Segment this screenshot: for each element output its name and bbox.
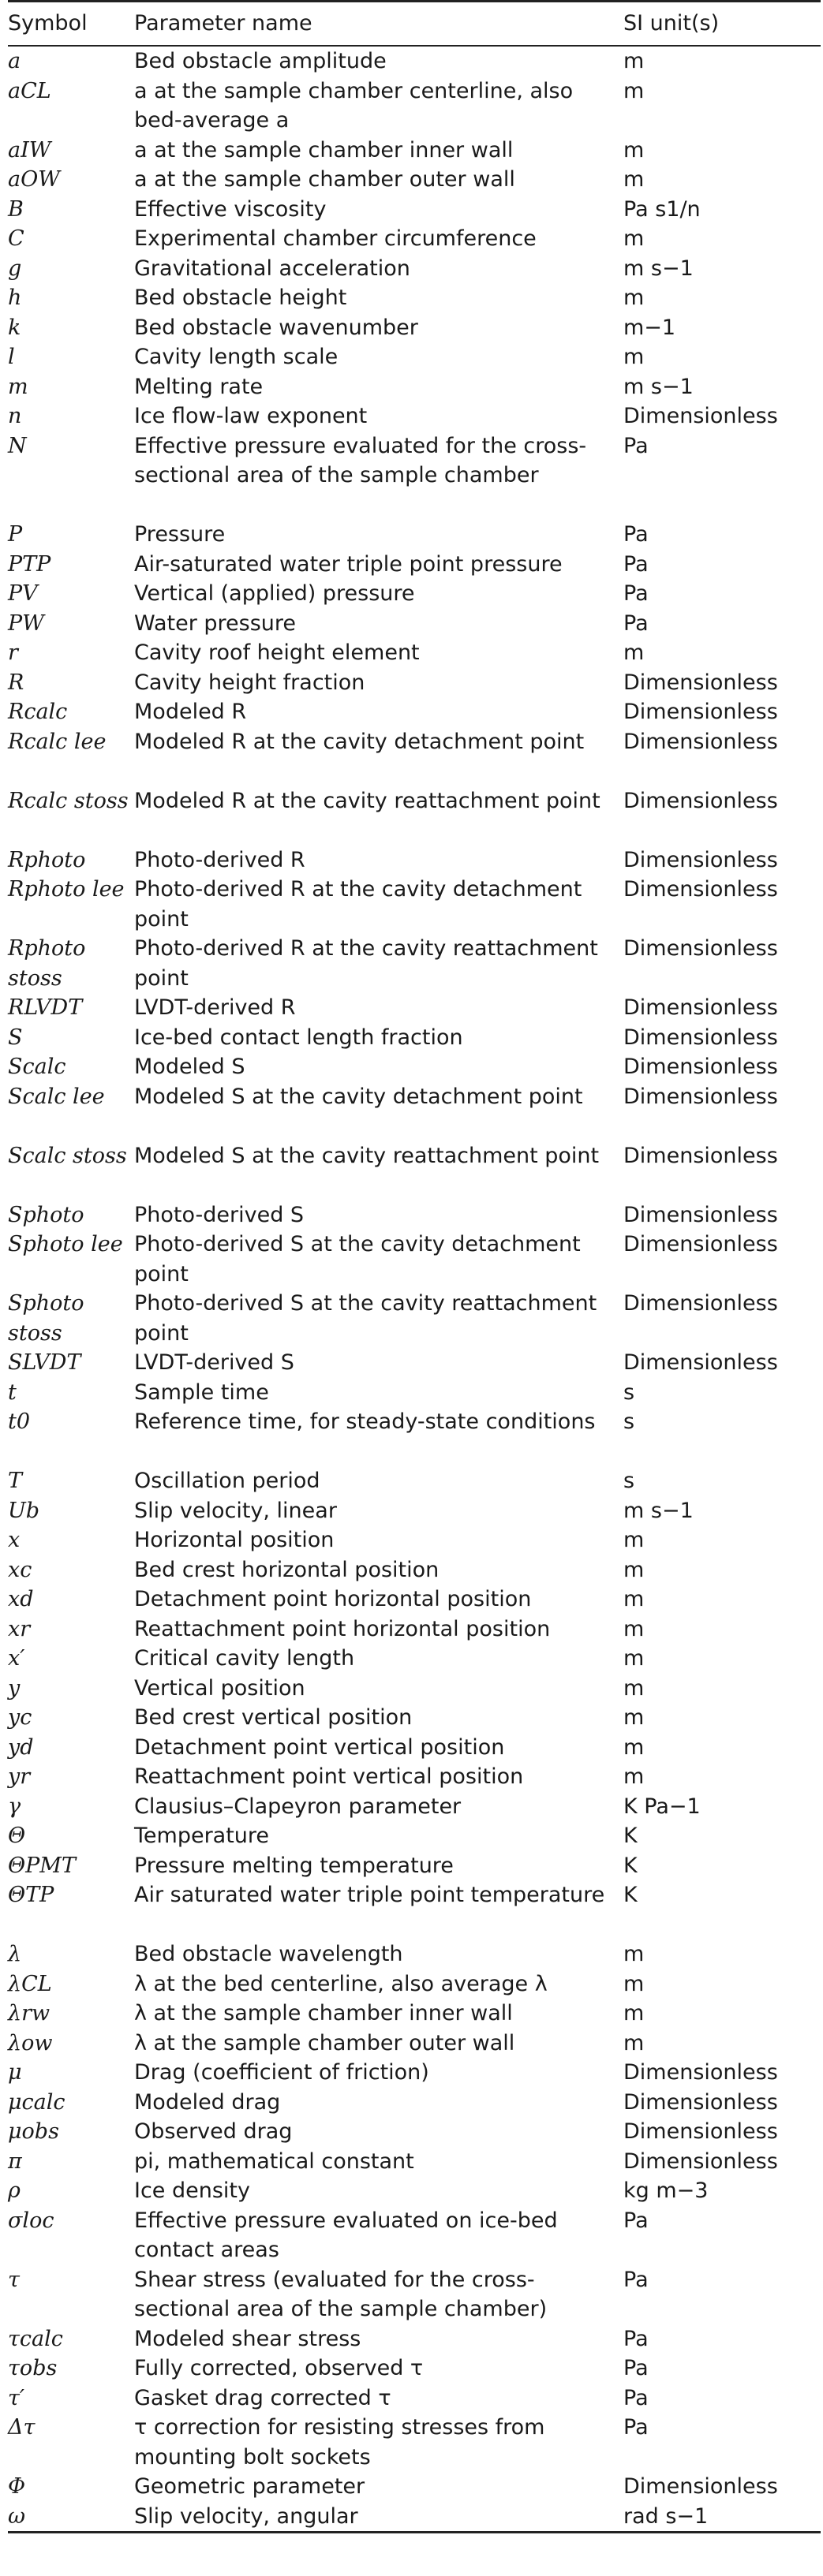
cell-symbol: ΘTP (8, 1883, 54, 1907)
cell-unit: Pa (623, 581, 649, 606)
table-row (8, 668, 821, 698)
cell-name: Melting rate (134, 374, 264, 399)
cell-symbol: yc (8, 1705, 32, 1730)
cell-symbol: μobs (8, 2119, 59, 2144)
cell-symbol: Scalc stoss (8, 1143, 127, 1168)
cell-unit: m (623, 226, 645, 251)
cell-symbol: g (8, 256, 22, 281)
cell-name: Ice-bed contact length fraction (134, 1025, 463, 1050)
table-row (8, 1851, 821, 1881)
cell-name: LVDT-derived R (134, 995, 296, 1020)
cell-unit: Pa (623, 2208, 649, 2233)
cell-unit: Dimensionless (623, 700, 778, 724)
cell-unit: m (623, 286, 645, 310)
cell-unit: m (623, 1942, 645, 1966)
table-row (8, 1999, 821, 2029)
cell-symbol: aIW (8, 137, 51, 162)
cell-symbol: x′ (8, 1646, 25, 1671)
cell-name: Photo-derived S (134, 1202, 305, 1227)
table-row (8, 1880, 821, 1939)
cell-symbol: λ (8, 1942, 22, 1966)
cell-unit: Dimensionless (623, 877, 778, 902)
cell-name: λ at the sample chamber inner wall (134, 2001, 513, 2025)
cell-name: Vertical (applied) pressure (134, 581, 415, 606)
cell-name: Reattachment point vertical position (134, 1764, 524, 1789)
cell-name: Modeled S (134, 1055, 245, 1079)
cell-symbol: Sphoto (8, 1202, 84, 1227)
cell-unit: Dimensionless (623, 1025, 778, 1050)
cell-symbol: τcalc (8, 2326, 63, 2351)
cell-symbol: σloc (8, 2208, 54, 2233)
table-row (8, 1792, 821, 1822)
cell-unit: Pa (623, 2356, 649, 2380)
table-row (8, 1496, 821, 1526)
cell-name: Modeled S at the cavity detachment point (134, 1084, 583, 1109)
cell-name: Oscillation period (134, 1469, 320, 1493)
cell-name: Air saturated water triple point temperature (134, 1883, 605, 1907)
cell-unit: s (623, 1409, 635, 1434)
cell-name: Air-saturated water triple point pressure (134, 551, 563, 577)
cell-unit: K Pa−1 (623, 1794, 701, 1819)
cell-name: Critical cavity length (134, 1646, 355, 1671)
table-row (8, 283, 821, 313)
table-row (8, 2502, 821, 2532)
cell-unit: m (623, 1587, 645, 1611)
table-row (8, 1821, 821, 1851)
cell-name: Bed obstacle amplitude (134, 49, 387, 73)
cell-unit: m (623, 1764, 645, 1789)
cell-symbol: m (8, 374, 28, 399)
cell-unit: K (623, 1824, 638, 1848)
cell-name: Ice density (134, 2178, 250, 2203)
table-row (8, 2029, 821, 2059)
cell-unit: Dimensionless (623, 1291, 778, 1316)
header-symbol: Symbol (8, 11, 88, 36)
table-row (8, 786, 821, 846)
cell-unit: Dimensionless (623, 1232, 778, 1256)
table-row (8, 342, 821, 372)
cell-unit: m (623, 1971, 645, 1996)
header-si-units: SI unit(s) (623, 11, 720, 36)
cell-name: Gasket drag corrected τ (134, 2385, 391, 2410)
cell-unit: Pa (623, 2326, 649, 2351)
cell-name: Photo-derived R at the cavity reattachment point (134, 936, 598, 991)
table-row (8, 727, 821, 786)
cell-symbol: PV (8, 581, 38, 606)
cell-symbol: λow (8, 2030, 53, 2055)
cell-symbol: C (8, 226, 24, 251)
table-row (8, 2413, 821, 2472)
cell-symbol: k (8, 315, 21, 340)
parameter-table (8, 0, 821, 2533)
table-row (8, 1466, 821, 1496)
cell-symbol: h (8, 286, 22, 310)
cell-name: Gravitational acceleration (134, 256, 410, 281)
table-row (8, 1644, 821, 1674)
cell-name: Bed crest horizontal position (134, 1557, 440, 1582)
cell-unit: m s−1 (623, 256, 694, 281)
cell-symbol: P (8, 522, 23, 547)
table-row (8, 1023, 821, 1053)
cell-unit: Pa (623, 2267, 649, 2292)
cell-symbol: Δτ (8, 2415, 36, 2440)
cell-unit: m (623, 1705, 645, 1730)
header-parameter-name: Parameter name (134, 11, 312, 36)
cell-unit: Dimensionless (623, 936, 778, 961)
cell-unit: Dimensionless (623, 2119, 778, 2144)
table-row (8, 2206, 821, 2265)
cell-symbol: N (8, 433, 27, 458)
table-row (8, 875, 821, 934)
cell-symbol: λCL (8, 1971, 52, 1996)
cell-unit: Dimensionless (623, 2060, 778, 2085)
cell-name: Fully corrected, observed τ (134, 2356, 424, 2380)
table-row (8, 993, 821, 1023)
cell-unit: m (623, 78, 645, 103)
cell-name: Observed drag (134, 2119, 293, 2144)
cell-symbol: n (8, 404, 22, 428)
table-row (8, 520, 821, 550)
table-row (8, 2176, 821, 2206)
cell-symbol: Sphoto stoss (8, 1291, 84, 1346)
cell-unit: Dimensionless (623, 1350, 778, 1375)
cell-unit: m (623, 2030, 645, 2055)
table-row (8, 372, 821, 402)
table-row (8, 1585, 821, 1615)
table-row (8, 1289, 821, 1348)
cell-unit: m (623, 1557, 645, 1582)
table-row (8, 1733, 821, 1763)
cell-symbol: π (8, 2149, 22, 2174)
table-row (8, 1674, 821, 1704)
table-row (8, 1555, 821, 1585)
cell-name: Photo-derived R at the cavity detachment point (134, 877, 582, 931)
cell-symbol: Ub (8, 1498, 40, 1523)
cell-symbol: Rphoto (8, 847, 86, 872)
cell-symbol: SLVDT (8, 1350, 81, 1375)
cell-symbol: ΘPMT (8, 1853, 76, 1878)
table-row (8, 2058, 821, 2088)
table-row (8, 1348, 821, 1378)
cell-name: Effective pressure evaluated for the cross-sectional area of the sample chamber (134, 433, 587, 487)
table-row (8, 165, 821, 195)
table-row (8, 1407, 821, 1466)
table-row (8, 1200, 821, 1230)
cell-unit: Dimensionless (623, 1055, 778, 1079)
cell-unit: m (623, 640, 645, 665)
table-row (8, 1052, 821, 1082)
table-row (8, 550, 821, 580)
cell-name: Pressure melting temperature (134, 1853, 454, 1878)
cell-unit: Dimensionless (623, 670, 778, 695)
cell-unit: Pa s1/n (623, 196, 701, 222)
cell-symbol: PW (8, 610, 44, 636)
cell-symbol: T (8, 1469, 23, 1493)
cell-unit: Pa (623, 2385, 649, 2410)
cell-name: pi, mathematical constant (134, 2149, 414, 2174)
table-row (8, 1525, 821, 1555)
cell-unit: Pa (623, 522, 649, 547)
cell-unit: Dimensionless (623, 2474, 778, 2499)
cell-symbol: x (8, 1528, 21, 1552)
cell-unit: Dimensionless (623, 995, 778, 1020)
cell-name: Effective pressure evaluated on ice-bed contact areas (134, 2208, 558, 2262)
cell-name: Ice flow-law exponent (134, 404, 368, 428)
cell-unit: K (623, 1883, 638, 1907)
table-row (8, 1762, 821, 1792)
table-row (8, 2117, 821, 2147)
cell-unit: m (623, 1734, 645, 1760)
cell-unit: Dimensionless (623, 847, 778, 872)
cell-unit: kg m−3 (623, 2178, 709, 2203)
cell-name: Pressure (134, 522, 226, 547)
cell-name: Modeled R at the cavity reattachment point (134, 788, 600, 813)
table-row (8, 254, 821, 284)
cell-symbol: Sphoto lee (8, 1232, 123, 1256)
table-row (8, 846, 821, 875)
cell-name: Modeled R (134, 700, 247, 724)
cell-symbol: aCL (8, 78, 51, 103)
cell-symbol: xr (8, 1616, 31, 1641)
cell-name: Cavity length scale (134, 345, 339, 369)
cell-unit: Dimensionless (623, 2149, 778, 2174)
cell-unit: Dimensionless (623, 788, 778, 813)
table-row (8, 1939, 821, 1969)
cell-name: λ at the sample chamber outer wall (134, 2030, 515, 2055)
table-row (8, 1378, 821, 1408)
cell-name: Bed crest vertical position (134, 1705, 413, 1730)
cell-unit: m (623, 1675, 645, 1701)
cell-unit: Dimensionless (623, 2089, 778, 2115)
cell-unit: Pa (623, 551, 649, 577)
cell-name: Reference time, for steady-state conditions (134, 1409, 596, 1434)
table-row (8, 1082, 821, 1141)
table-row (8, 2088, 821, 2118)
cell-symbol: λrw (8, 2001, 51, 2025)
cell-name: Temperature (134, 1824, 270, 1848)
cell-name: Drag (coefficient of friction) (134, 2060, 429, 2085)
cell-symbol: μ (8, 2060, 22, 2085)
cell-name: Cavity height fraction (134, 670, 365, 695)
cell-name: a at the sample chamber centerline, also bed-average a (134, 78, 574, 133)
cell-unit: m (623, 49, 645, 73)
cell-unit: m (623, 345, 645, 369)
cell-name: Modeled S at the cavity reattachment point (134, 1143, 600, 1168)
cell-unit: Dimensionless (623, 1084, 778, 1109)
cell-unit: m (623, 2001, 645, 2025)
table-row (8, 195, 821, 225)
cell-name: Clausius–Clapeyron parameter (134, 1794, 462, 1819)
cell-name: Water pressure (134, 610, 297, 636)
cell-symbol: Rcalc (8, 700, 68, 724)
cell-name: Photo-derived S at the cavity reattachment point (134, 1291, 597, 1346)
cell-unit: Dimensionless (623, 729, 778, 754)
cell-unit: s (623, 1379, 635, 1405)
cell-symbol: PTP (8, 551, 51, 577)
table-row (8, 1969, 821, 1999)
table-row (8, 2265, 821, 2324)
cell-unit: Pa (623, 433, 649, 458)
cell-unit: Pa (623, 610, 649, 636)
cell-symbol: γ (8, 1794, 21, 1819)
table-row (8, 1230, 821, 1289)
table-row (8, 224, 821, 254)
cell-unit: Dimensionless (623, 1143, 778, 1168)
cell-symbol: xc (8, 1557, 32, 1582)
cell-symbol: l (8, 345, 15, 369)
cell-name: Cavity roof height element (134, 640, 420, 665)
cell-symbol: τ (8, 2267, 20, 2292)
cell-symbol: Rphoto stoss (8, 936, 86, 991)
cell-symbol: Rphoto lee (8, 877, 125, 902)
cell-symbol: a (8, 49, 21, 73)
table-row (8, 47, 821, 77)
cell-name: Geometric parameter (134, 2474, 365, 2499)
cell-name: τ correction for resisting stresses from mounting bolt sockets (134, 2415, 545, 2470)
table-row (8, 1703, 821, 1733)
cell-unit: Pa (623, 2415, 649, 2440)
table-body (8, 47, 821, 2531)
cell-symbol: Scalc (8, 1055, 66, 1079)
cell-unit: m (623, 1646, 645, 1671)
table-header (8, 2, 821, 47)
cell-name: Bed obstacle wavelength (134, 1942, 403, 1966)
cell-name: Detachment point vertical position (134, 1734, 505, 1760)
cell-name: Sample time (134, 1379, 269, 1405)
cell-unit: Dimensionless (623, 1202, 778, 1227)
table-row (8, 697, 821, 727)
cell-name: a at the sample chamber outer wall (134, 167, 515, 192)
table-row (8, 2324, 821, 2354)
cell-name: Experimental chamber circumference (134, 226, 537, 251)
cell-name: Bed obstacle height (134, 286, 347, 310)
cell-symbol: xd (8, 1587, 34, 1611)
cell-symbol: RLVDT (8, 995, 83, 1020)
cell-symbol: μcalc (8, 2089, 65, 2115)
cell-name: Modeled R at the cavity detachment point (134, 729, 585, 754)
cell-name: Slip velocity, angular (134, 2503, 358, 2529)
cell-symbol: Φ (8, 2474, 26, 2499)
cell-symbol: ρ (8, 2178, 21, 2203)
cell-name: Slip velocity, linear (134, 1498, 337, 1523)
cell-unit: m (623, 1616, 645, 1641)
cell-name: Modeled shear stress (134, 2326, 361, 2351)
cell-unit: m (623, 1528, 645, 1552)
cell-unit: m s−1 (623, 374, 694, 399)
cell-name: a at the sample chamber inner wall (134, 137, 514, 162)
table-row (8, 1615, 821, 1645)
table-row (8, 431, 821, 521)
cell-name: Bed obstacle wavenumber (134, 315, 418, 340)
cell-name: Vertical position (134, 1675, 305, 1701)
cell-symbol: yd (8, 1734, 34, 1760)
cell-name: Horizontal position (134, 1528, 335, 1552)
cell-name: Shear stress (evaluated for the cross-sectional area of the sample chamber) (134, 2267, 548, 2321)
table-row (8, 2147, 821, 2177)
table-row (8, 579, 821, 609)
table-row (8, 401, 821, 431)
cell-unit: K (623, 1853, 638, 1878)
cell-symbol: ω (8, 2503, 26, 2529)
table-row (8, 2472, 821, 2502)
table-row (8, 609, 821, 639)
table-row (8, 934, 821, 993)
cell-symbol: B (8, 196, 24, 222)
cell-symbol: r (8, 640, 18, 665)
cell-name: Photo-derived S at the cavity detachment point (134, 1232, 581, 1286)
table-row (8, 2354, 821, 2384)
cell-symbol: Rcalc lee (8, 729, 107, 754)
cell-unit: m (623, 167, 645, 192)
cell-name: Reattachment point horizontal position (134, 1616, 551, 1641)
cell-symbol: τobs (8, 2356, 58, 2380)
cell-unit: m s−1 (623, 1498, 694, 1523)
cell-symbol: τ′ (8, 2385, 25, 2410)
table-row (8, 136, 821, 166)
cell-name: LVDT-derived S (134, 1350, 294, 1375)
cell-symbol: Θ (8, 1824, 26, 1848)
cell-symbol: R (8, 670, 24, 695)
table-row (8, 313, 821, 343)
cell-symbol: aOW (8, 167, 60, 192)
cell-symbol: Rcalc stoss (8, 788, 129, 813)
table-row (8, 638, 821, 668)
cell-name: Photo-derived R (134, 847, 305, 872)
cell-symbol: t0 (8, 1409, 31, 1434)
cell-name: λ at the bed centerline, also average λ (134, 1971, 548, 1996)
cell-name: Detachment point horizontal position (134, 1587, 532, 1611)
cell-unit: s (623, 1469, 635, 1493)
cell-name: Modeled drag (134, 2089, 281, 2115)
cell-unit: Dimensionless (623, 404, 778, 428)
cell-symbol: y (8, 1675, 21, 1701)
cell-symbol: t (8, 1379, 17, 1405)
table-row (8, 77, 821, 136)
cell-symbol: yr (8, 1764, 31, 1789)
cell-symbol: S (8, 1025, 23, 1050)
table-row (8, 1141, 821, 1200)
cell-unit: rad s−1 (623, 2503, 709, 2529)
cell-unit: m−1 (623, 315, 676, 340)
cell-unit: m (623, 137, 645, 162)
cell-name: Effective viscosity (134, 196, 327, 222)
table-row (8, 2384, 821, 2414)
cell-symbol: Scalc lee (8, 1084, 105, 1109)
